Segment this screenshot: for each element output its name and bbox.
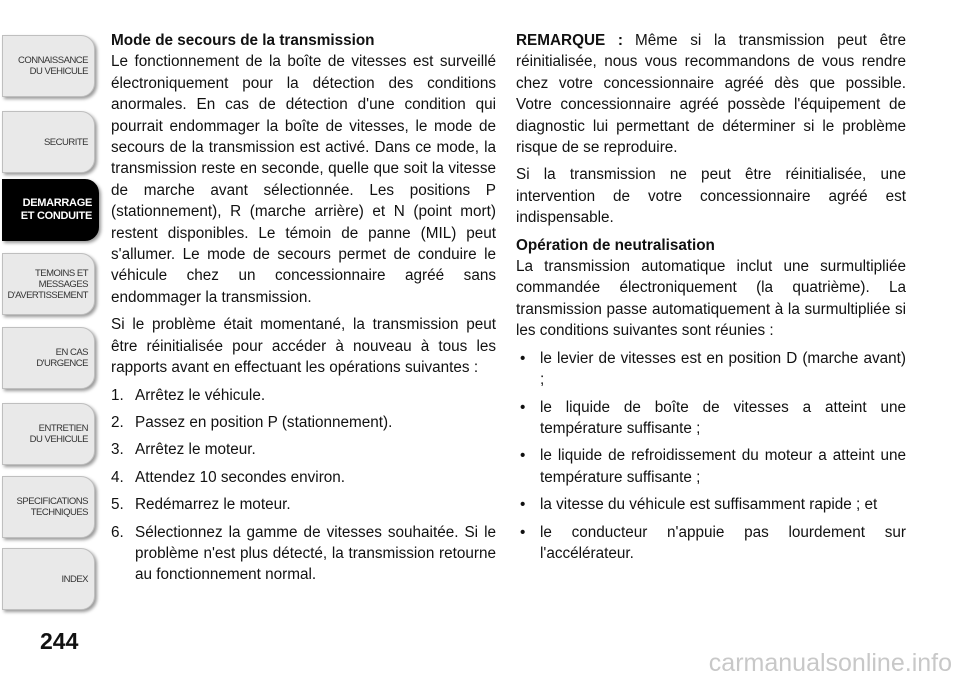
list-item [111, 385, 496, 406]
paragraph: Si la transmission ne peut être réinitialisée, une intervention de votre concessionnaire agréé est indispensable. [516, 166, 906, 227]
paragraph: La transmission automatique inclut une surmultipliée commandée électroniquement (la quatrième). La transmission passe automatiquement à la surmultipliée si les conditions suivantes sont réunies : [516, 258, 906, 340]
list-item [516, 397, 906, 440]
step-text: Arrêtez le véhicule. [135, 386, 266, 404]
bullet-text: le conducteur n'appuie pas lourdement sur l'accélérateur. [540, 523, 906, 562]
right-column [516, 30, 906, 570]
step-number: 1. [111, 386, 124, 404]
tab-connaissance-du-vehicule[interactable] [2, 35, 95, 97]
chapter-tab-sidebar [0, 0, 102, 678]
tab-label: SPECIFICATIONS TECHNIQUES [16, 496, 88, 518]
step-number: 4. [111, 468, 124, 486]
tab-label: DEMARRAGE ET CONDUITE [20, 197, 92, 222]
step-number: 3. [111, 441, 124, 459]
step-number: 6. [111, 523, 124, 541]
tab-label: TEMOINS ET MESSAGES D'AVERTISSEMENT [7, 267, 88, 301]
list-item [111, 522, 496, 586]
bullet: • [520, 398, 526, 416]
section-heading: Opération de neutralisation [516, 236, 715, 254]
list-item [516, 494, 906, 515]
step-number: 2. [111, 413, 124, 431]
steps-list [111, 385, 496, 586]
tab-temoins-et-messages[interactable] [2, 253, 95, 315]
remarque-text: Même si la transmission peut être réinitialisée, nous vous recommandons de vous rendre chez votre concessionnaire agréé dès que possible. Votre concessionnaire agréé possède l'équipement de diagnostic lui permettant de déterminer si le problème risque de se reproduire. [516, 32, 906, 157]
paragraph: Le fonctionnement de la boîte de vitesses est surveillé électroniquement pour la détection des conditions anormales. En cas de détection d'une condition qui pourrait endommager la boîte de vitesses, le mode de secours de la transmission est activé. Dans ce mode, la transmission reste en seconde, quelle que soit la vitesse de marche avant sélectionnée. Les positions P (stationnement), R (marche arrière) et N (point mort) restent disponibles. Le témoin de panne (MIL) peut s'allumer. Le mode de secours permet de conduire le véhicule chez un concessionnaire agréé sans endommager la transmission. [111, 53, 496, 306]
step-text: Arrêtez le moteur. [135, 441, 256, 459]
tab-index[interactable] [2, 548, 95, 610]
list-item [111, 439, 496, 460]
bullet-text: le liquide de refroidissement du moteur a atteint une température suffisante ; [540, 447, 906, 486]
remarque-note [516, 30, 906, 158]
step-number: 5. [111, 496, 124, 514]
tab-securite[interactable] [2, 111, 95, 173]
watermark: carmanualsonline.info [708, 649, 952, 677]
step-text: Sélectionnez la gamme de vitesses souhaitée. Si le problème n'est plus détecté, la transmission retourne au fonctionnement normal. [135, 523, 496, 584]
left-column [111, 30, 496, 592]
tab-demarrage-et-conduite[interactable] [2, 179, 99, 241]
bullet-text: le levier de vitesses est en position D (marche avant) ; [540, 349, 906, 389]
bullet-text: le liquide de boîte de vitesses a atteint une température suffisante ; [540, 398, 906, 437]
bullet: • [520, 349, 526, 367]
paragraph: Si le problème était momentané, la transmission peut être réinitialisée pour accéder à nouveau à tous les rapports avant en effectuant les opérations suivantes : [111, 316, 496, 377]
step-text: Redémarrez le moteur. [135, 496, 291, 514]
tab-en-cas-durgence[interactable] [2, 327, 95, 389]
step-text: Passez en position P (stationnement). [135, 413, 393, 431]
list-item [516, 348, 906, 391]
tab-specifications-techniques[interactable] [2, 476, 95, 538]
section-heading: Mode de secours de la transmission [111, 32, 375, 49]
tab-label: ENTRETIEN DU VEHICULE [29, 423, 88, 445]
step-text: Attendez 10 secondes environ. [135, 468, 346, 486]
bullet-text: la vitesse du véhicule est suffisamment rapide ; et [540, 496, 878, 514]
list-item [111, 494, 496, 515]
tab-label: INDEX [61, 573, 88, 585]
tab-entretien-du-vehicule[interactable] [2, 403, 95, 465]
list-item [516, 445, 906, 488]
bullet: • [520, 523, 526, 541]
list-item [516, 522, 906, 565]
tab-label: EN CAS D'URGENCE [36, 347, 88, 369]
page-number: 244 [40, 628, 79, 654]
conditions-list [516, 348, 906, 565]
list-item [111, 467, 496, 488]
bullet: • [520, 447, 526, 465]
tab-label: CONNAISSANCE DU VEHICULE [17, 55, 88, 77]
remarque-label: REMARQUE : [516, 32, 624, 49]
bullet: • [520, 496, 526, 514]
tab-label: SECURITE [43, 136, 88, 148]
list-item [111, 412, 496, 433]
